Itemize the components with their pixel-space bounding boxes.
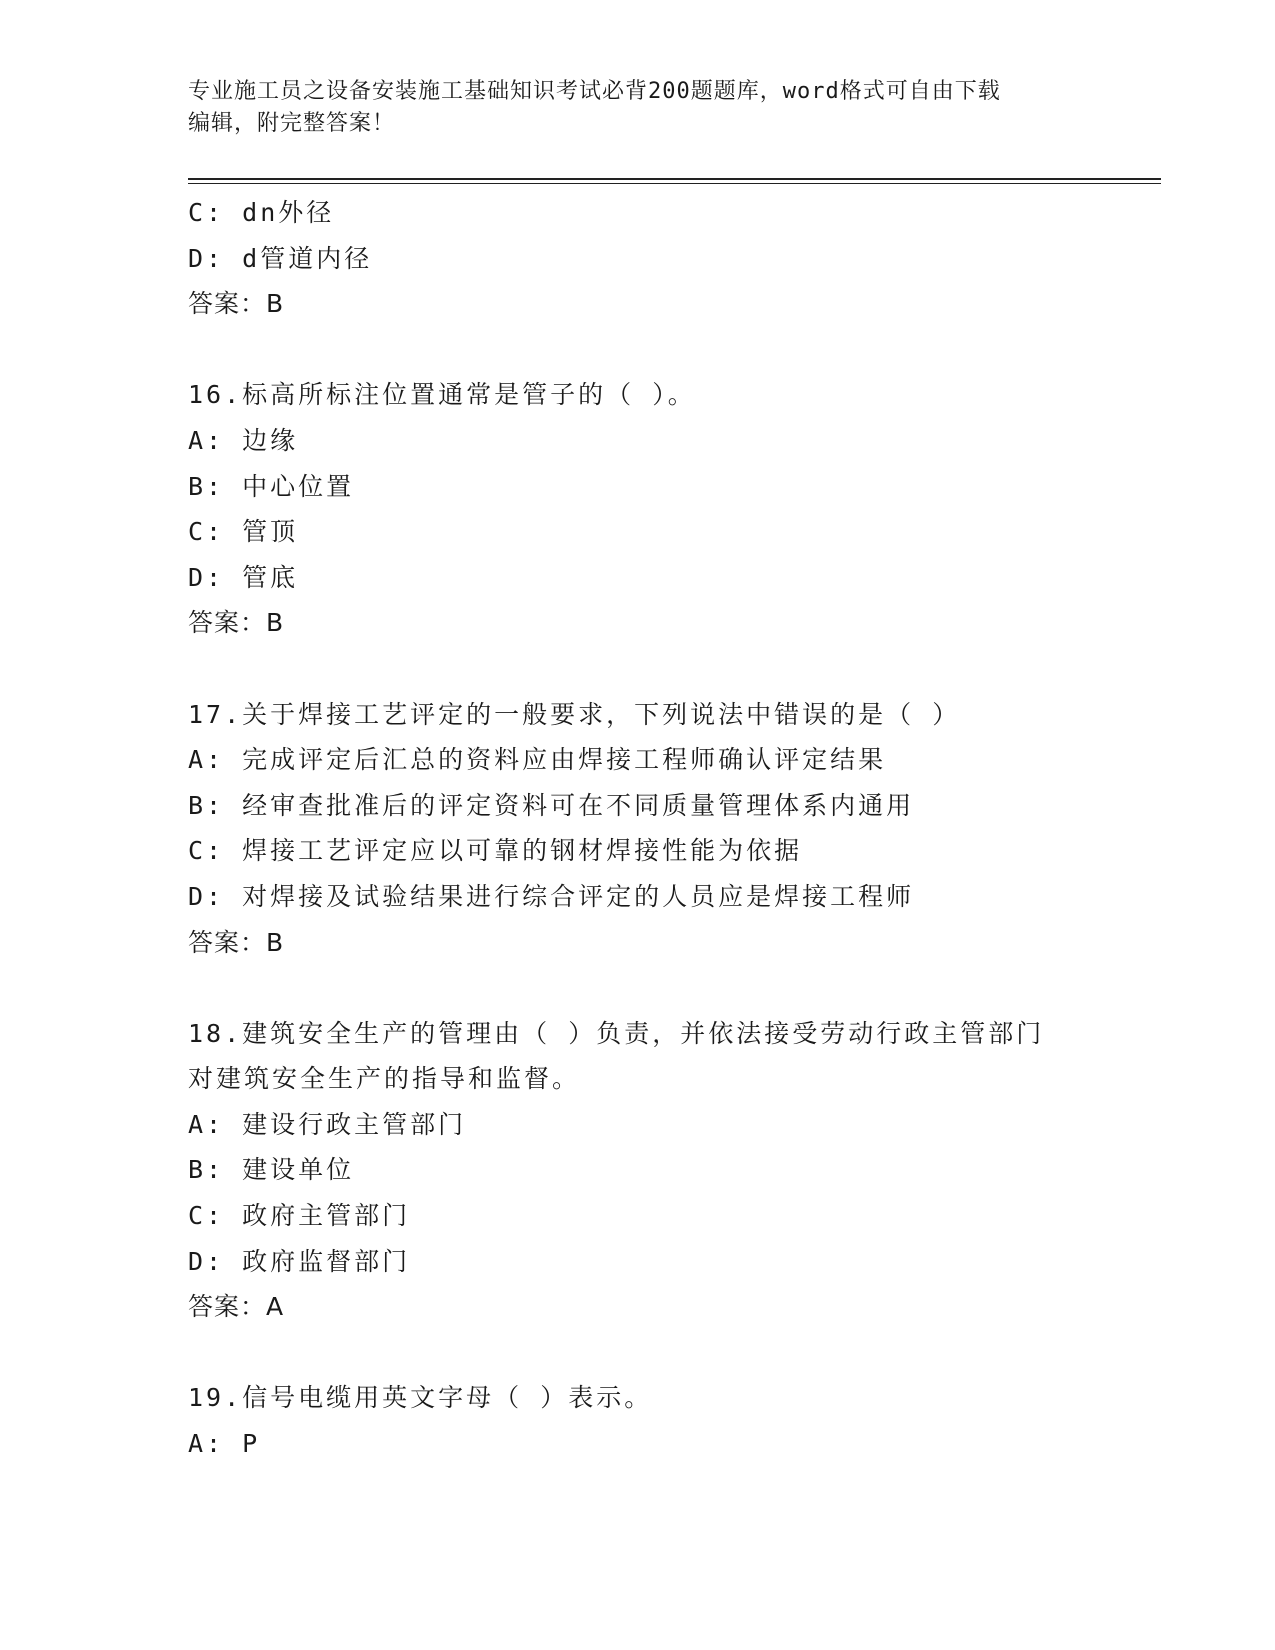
option-c: C: 政府主管部门 (188, 1201, 411, 1231)
option-d: D: 管底 (188, 562, 299, 592)
header-line-2: 编辑，附完整答案！ (188, 111, 396, 136)
option-d: D: 对焊接及试验结果进行综合评定的人员应是焊接工程师 (188, 881, 915, 911)
answer: 答案：B (188, 927, 285, 957)
spacer (188, 1330, 1128, 1376)
option-a: A: 完成评定后汇总的资料应由焊接工程师确认评定结果 (188, 745, 887, 775)
document-body (188, 190, 1128, 1467)
question-stem: 16.标高所标注位置通常是管子的（ ）。 (188, 380, 696, 410)
option-c: C: dn外径 (188, 198, 335, 227)
question-stem: 17.关于焊接工艺评定的一般要求，下列说法中错误的是（ ） (188, 699, 961, 729)
option-a: A: 建设行政主管部门 (188, 1109, 467, 1139)
header-line-1: 专业施工员之设备安装施工基础知识考试必背200题题库，word格式可自由下载 (188, 79, 1001, 104)
option-a: A: 边缘 (188, 425, 299, 455)
question-stem-line-2: 对建筑安全生产的指导和监督。 (188, 1064, 581, 1094)
option-c: C: 焊接工艺评定应以可靠的钢材焊接性能为依据 (188, 836, 803, 866)
question-stem-line-1: 18.建筑安全生产的管理由（ ）负责，并依法接受劳动行政主管部门 (188, 1018, 1045, 1048)
header-divider (188, 178, 1161, 184)
question-stem: 19.信号电缆用英文字母（ ）表示。 (188, 1383, 653, 1413)
spacer (188, 327, 1128, 373)
answer: 答案：A (188, 1292, 285, 1322)
question-18 (188, 1011, 1128, 1330)
option-b: B: 经审查批准后的评定资料可在不同质量管理体系内通用 (188, 790, 915, 820)
question-16 (188, 372, 1128, 646)
option-c: C: 管顶 (188, 517, 299, 547)
answer: 答案：B (188, 608, 285, 638)
option-b: B: 中心位置 (188, 471, 355, 501)
spacer (188, 646, 1128, 692)
option-a: A: P (188, 1429, 261, 1459)
spacer (188, 965, 1128, 1011)
option-d: D: 政府监督部门 (188, 1246, 411, 1276)
option-b: B: 建设单位 (188, 1155, 355, 1185)
option-d: D: d管道内径 (188, 243, 373, 273)
page-header (188, 76, 1088, 140)
question-19 (188, 1375, 1128, 1466)
answer: 答案：B (188, 289, 285, 319)
question-17 (188, 692, 1128, 966)
question-15-tail (188, 190, 1128, 327)
